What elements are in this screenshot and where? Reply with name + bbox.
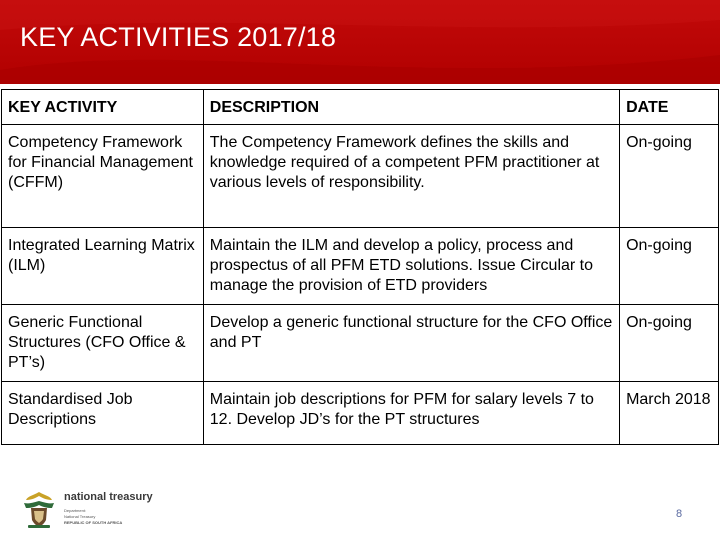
key-activities-table xyxy=(1,89,719,445)
activity-cell: Generic Functional Structures (CFO Office & PT’s) xyxy=(2,305,204,382)
description-cell: Maintain job descriptions for PFM for salary levels 7 to 12. Develop JD’s for the PT structures xyxy=(203,382,619,445)
activity-cell: Competency Framework for Financial Management (CFFM) xyxy=(2,125,204,228)
table-row xyxy=(2,382,719,445)
description-cell: Maintain the ILM and develop a policy, process and prospectus of all PFM ETD solutions. Issue Circular to manage the provision of ETD providers xyxy=(203,228,619,305)
description-cell: Develop a generic functional structure for the CFO Office and PT xyxy=(203,305,619,382)
date-cell: On-going xyxy=(620,228,719,305)
column-header-description: DESCRIPTION xyxy=(203,90,619,125)
page-number: 8 xyxy=(676,508,683,520)
table-header-row xyxy=(2,90,719,125)
column-header-date: DATE xyxy=(620,90,719,125)
table-row xyxy=(2,125,719,228)
column-header-key-activity: KEY ACTIVITY xyxy=(2,90,204,125)
coat-of-arms-icon xyxy=(20,490,58,530)
national-treasury-logo xyxy=(20,490,160,530)
activity-cell: Standardised Job Descriptions xyxy=(2,382,204,445)
logo-name: national treasury xyxy=(64,491,153,503)
table-row xyxy=(2,228,719,305)
title-bar xyxy=(0,0,720,84)
page-title: KEY ACTIVITIES 2017/18 xyxy=(20,22,337,52)
description-cell: The Competency Framework defines the skills and knowledge required of a competent PFM practitioner at various levels of responsibility. xyxy=(203,125,619,228)
logo-department-line: Department: xyxy=(64,508,87,513)
logo-republic-line: REPUBLIC OF SOUTH AFRICA xyxy=(64,520,123,525)
table-row xyxy=(2,305,719,382)
activity-cell: Integrated Learning Matrix (ILM) xyxy=(2,228,204,305)
logo-treasury-line: National Treasury xyxy=(64,514,96,519)
date-cell: March 2018 xyxy=(620,382,719,445)
date-cell: On-going xyxy=(620,305,719,382)
date-cell: On-going xyxy=(620,125,719,228)
